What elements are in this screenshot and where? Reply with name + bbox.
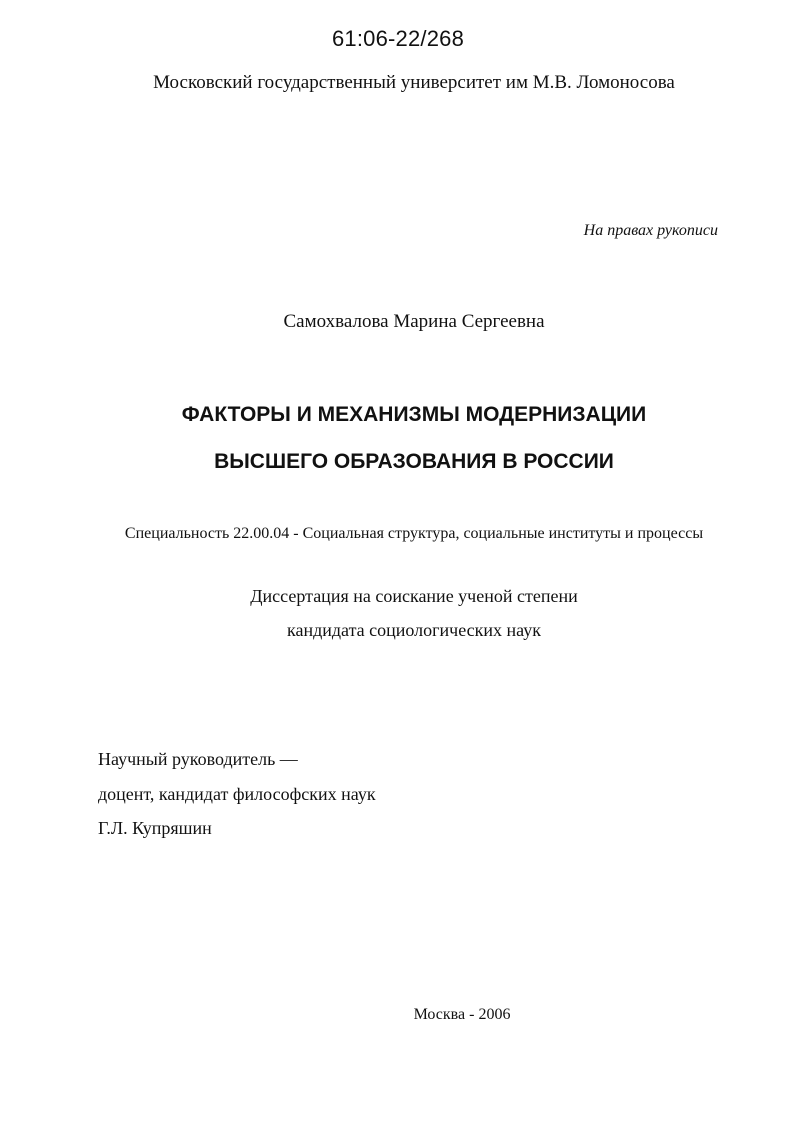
specialty-line: Специальность 22.00.04 - Социальная структура, социальные институты и процессы bbox=[124, 525, 704, 542]
place-and-year: Москва - 2006 bbox=[413, 1006, 511, 1023]
dissertation-title-line-2: ВЫСШЕГО ОБРАЗОВАНИЯ В РОССИИ bbox=[214, 450, 614, 473]
degree-line-2: кандидата социологических наук bbox=[287, 620, 541, 640]
degree-line-1: Диссертация на соискание ученой степени bbox=[250, 586, 578, 606]
document-code: 61:06-22/268 bbox=[331, 26, 465, 51]
rights-note: На правах рукописи bbox=[583, 222, 718, 239]
university-name: Московский государственный университет им М.В. Ломоносова bbox=[153, 72, 675, 93]
advisor-label: Научный руководитель — bbox=[98, 749, 298, 769]
dissertation-title-line-1: ФАКТОРЫ И МЕХАНИЗМЫ МОДЕРНИЗАЦИИ bbox=[181, 403, 647, 426]
advisor-position: доцент, кандидат философских наук bbox=[98, 784, 376, 804]
advisor-name: Г.Л. Купряшин bbox=[98, 818, 212, 838]
author-name: Самохвалова Марина Сергеевна bbox=[283, 311, 545, 332]
